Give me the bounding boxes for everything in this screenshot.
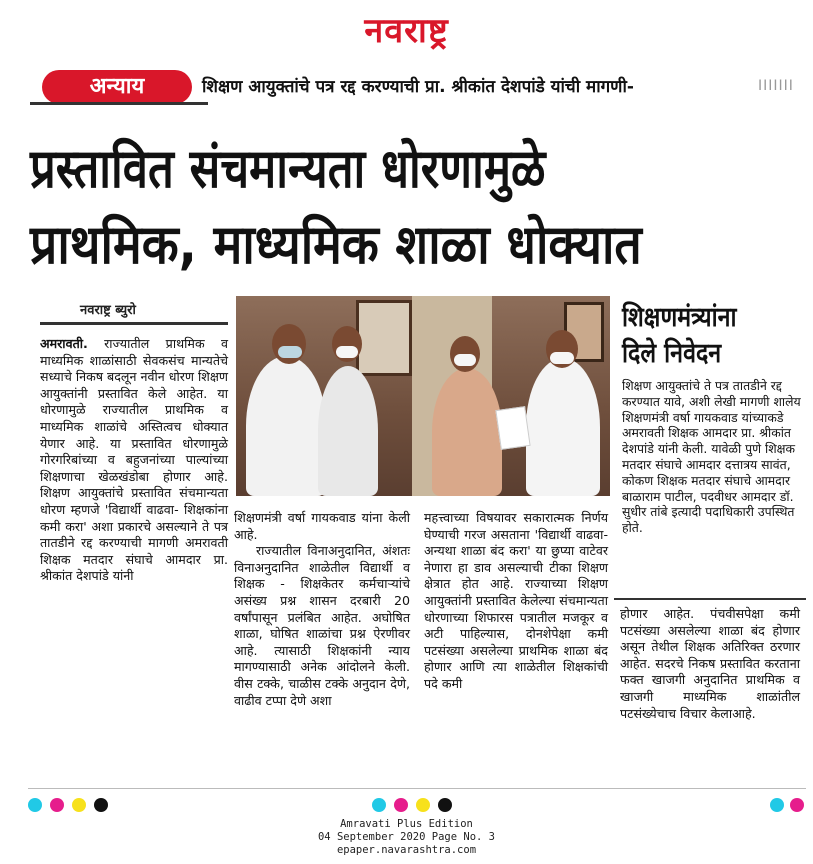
registration-mark-magenta [50,798,64,812]
headline-line-1: प्रस्तावित संचमान्यता धोरणामुळे [30,137,546,200]
news-photo [236,296,610,496]
article-column-2 [234,510,410,709]
registration-mark-cyan [372,798,386,812]
dateline: अमरावती. [40,336,88,351]
kicker-underline [30,102,208,105]
photo-face-mask [454,354,476,366]
kicker-bars: IIIIIII [758,78,794,94]
kicker-text: शिक्षण आयुक्तांचे पत्र रद्द करण्याची प्रा. श्रीकांत देशपांडे यांची मागणी- [202,77,634,97]
article-column-1 [40,336,228,585]
photo-face-mask [278,346,302,358]
registration-mark-black [438,798,452,812]
photo-memorandum-paper [495,406,530,450]
article-paragraph: होणार आहेत. पंचवीसपेक्षा कमी पटसंख्या असलेल्या शाळा बंद होणार असून तेथील शिक्षक अतिरिक्त ठरणार आहेत. सदरचे निकष प्रस्तावित करताना फक्त खाजगी अनुदानित प्राथमिक व खाजगी माध्यमिक शाळांतील पटसंख्येचाच विचार केलाआहे. [620,606,800,721]
byline-rule [40,322,228,325]
photo-face-mask [550,352,574,364]
edition-url: epaper.navarashtra.com [336,844,477,856]
edition-footer [0,818,813,857]
photo-person [318,366,378,496]
kicker-tag: अन्याय [42,70,192,104]
article-paragraph: महत्त्वाच्या विषयावर सकारात्मक निर्णय घेण्याची गरज असताना 'विद्यार्थी वाढवा- अन्यथा शाळा बंद करा' या छुप्या वाटेवर नेणारा हा डाव असल्याची टीका शिक्षण क्षेत्रात होत आहे. राज्याच्या शिक्षण आयुक्तांनी प्रस्तावित केलेल्या संचमान्यता धोरणाच्या शिफारस पत्रातील मजकूर व अटी पाहिल्यास, दोनशेपेक्षा कमी पटसंख्या असलेल्या प्राथमिक शाळा बंद होणार आणि त्या शाळेतील शिक्षकांची पदे कमी [424,510,608,691]
article-paragraph [40,336,228,585]
edition-name: Amravati Plus Edition [340,818,473,830]
photo-face-mask [336,346,358,358]
article-column-3 [424,510,608,693]
article-paragraph: राज्यातील विनाअनुदानित, अंशतः विनाअनुदानित शाळेतील विद्यार्थी व शिक्षक - शिक्षकेतर कर्मचाऱ्यांचे असंख्य प्रश्न शासन दरबारी 20 वर्षांपासून प्रलंबित आहेत. अघोषित शाळा, घोषित शाळांचा प्रश्न ऐरणीवर आहे. त्यासाठी शिक्षकांनी न्याय मागण्यासाठी अनेक आंदोलने केली. वीस टक्के, चाळीस टक्के अनुदान देणे, वाढीव टप्पा देणे अशा [234,543,410,708]
photo-wall-frame [356,300,412,376]
masthead-logo: नवराष्ट्र [364,11,449,51]
sidebar-headline-line-2: दिले निवेदन [622,338,722,369]
registration-mark-magenta [394,798,408,812]
registration-mark-cyan [770,798,784,812]
photo-person [526,358,600,496]
article-column-4 [620,606,800,722]
sidebar-rule [614,598,806,600]
sidebar-headline-line-1: शिक्षणमंत्र्यांना [622,302,737,333]
bottom-rule [28,788,806,789]
photo-person [246,356,326,496]
registration-mark-magenta [790,798,804,812]
photo-person-head [272,324,306,364]
byline: नवराष्ट्र ब्युरो [80,303,136,318]
headline-line-2: प्राथमिक, माध्यमिक शाळा धोक्यात [30,213,642,276]
kicker-row [30,70,794,106]
registration-mark-cyan [28,798,42,812]
edition-date-page: 04 September 2020 Page No. 3 [317,831,495,843]
photo-person [432,368,502,496]
registration-mark-black [94,798,108,812]
article-text: राज्यातील प्राथमिक व माध्यमिक शाळांसाठी सेवकसंच मान्यतेचे सध्याचे निकष बदलून नवीन धोरण शिक्षण आयुक्तांनी प्रस्तावित केले आहेत. या धोरणामुळे राज्यातील प्राथमिक व माध्यमिक शाळांचे अस्तित्वच धोक्यात येणार आहे. या प्रस्तावित धोरणामुळे गोरगरिबांच्या व बहुजनांच्या पाल्यांच्या शिक्षणाचा खेळखंडोबा होणार आहे. शिक्षण आयुक्तांचे प्रस्तावित संचमान्यता धोरण म्हणजे 'विद्यार्थी वाढवा- शिक्षकांना कमी करा' अशा प्रकारचे असल्याने ते पत्र तातडीने रद्द करण्याची मागणी अमरावती शिक्षक मतदार संघाचे आमदार प्रा. श्रीकांत देशपांडे यांनी [40,336,228,584]
registration-mark-yellow [72,798,86,812]
sidebar-body: शिक्षण आयुक्तांचे ते पत्र तातडीने रद्द करण्यात यावे, अशी लेखी मागणी शालेय शिक्षणमंत्री वर्षा गायकवाड यांच्याकडे अमरावती शिक्षक आमदार प्रा. श्रीकांत देशपांडे यांनी केली. यावेळी पुणे शिक्षक मतदार संघाचे आमदार दत्तात्रय सावंत, कोकण शिक्षक मतदार संघाचे आमदार बाळाराम पाटील, पदवीधर आमदार डॉ. सुधीर तांबे इत्यादी पदाधिकारी उपस्थित होते. [622,378,801,536]
sidebar-headline [622,300,779,372]
registration-mark-yellow [416,798,430,812]
article-paragraph: शिक्षणमंत्री वर्षा गायकवाड यांना केली आहे. [234,510,410,542]
